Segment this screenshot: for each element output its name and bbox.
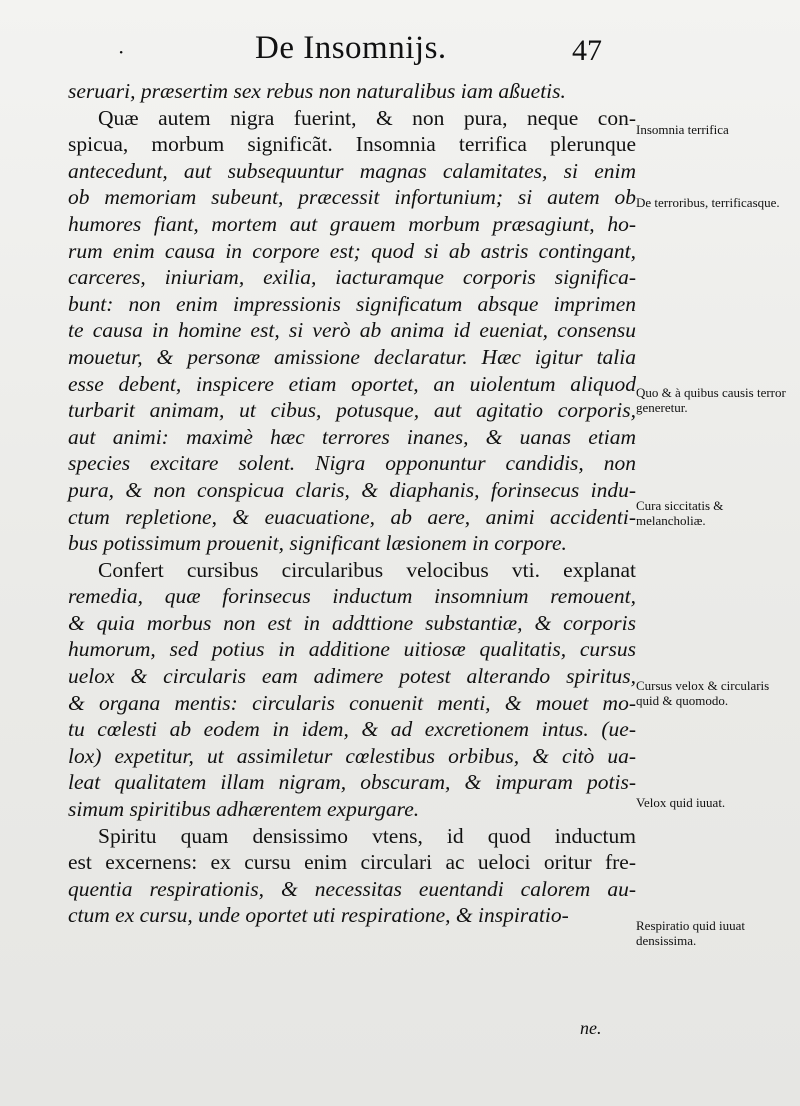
margin-note: Velox quid iuuat. [636,795,726,810]
text-line: leat qualitatem illam nigram, obscuram, & impuram potis- [68,770,636,795]
text-line: est excernens: ex cursu enim circulari ac ueloci oritur fre- [68,850,636,875]
text-line: seruari, præsertim sex rebus non naturalibus iam aßuetis. [68,79,566,103]
text-line: Confert cursibus circularibus velocibus vti. explanat [98,557,636,582]
text-line: quentia respirationis, & necessitas euentandi calorem au- [68,876,636,901]
page-number: 47 [572,34,602,67]
text-line: turbarit animam, ut cibus, potusque, aut agitatio corporis, [68,398,636,423]
text-line: & quia morbus non est in addttione substantiæ, & corporis [68,610,636,635]
text-line: bus potissimum prouenit, significant læsionem in corpore. [68,531,567,556]
text-line: tu cœlesti ab eodem in idem, & ad excretionem intus. (ue- [68,717,636,742]
text-line: bunt: non enim impressionis significatum absque imprimen [68,291,636,316]
text-line: & organa mentis: circularis conuenit menti, & mouet mo- [68,690,636,715]
margin-note: De terroribus, terrificasque. [636,195,780,210]
text-line: rum enim causa in corpore est; quod si ab astris contingant, [68,238,636,263]
text-line: antecedunt, aut subsequuntur magnas calamitates, si enim [68,158,636,183]
text-line: species excitare solent. Nigra opponuntur candidis, non [68,451,636,476]
text-line: Spiritu quam densissimo vtens, id quod inductum [98,823,636,848]
text-line: humores fiant, mortem aut grauem morbum præsagiunt, ho- [68,211,636,236]
catchword: ne. [580,1018,602,1038]
text-line: humorum, sed potius in additione uitiosæ qualitatis, cursus [68,637,636,662]
margin-note: Respiratio quid iuuat densissima. [636,918,746,948]
text-line: uelox & circularis eam adimere potest alterando spiritus, [68,664,636,689]
running-header [0,28,800,78]
text-line: lox) expetitur, ut assimiletur cœlestibus orbibus, & citò ua- [68,743,636,768]
text-line: Quæ autem nigra fuerint, & non pura, neque con- [98,105,636,130]
margin-note: Quo & à quibus causis terror generetur. [636,385,786,415]
text-line: te causa in homine est, si verò ab anima id eueniat, consensu [68,318,636,343]
header-ornament: · [118,40,125,64]
text-line: pura, & non conspicua claris, & diaphanis, forinsecus indu- [68,477,636,502]
text-line: simum spiritibus adhærentem expurgare. [68,797,420,822]
text-line: esse debent, inspicere etiam oportet, an uiolentum aliquod [68,371,636,396]
text-line: remedia, quæ forinsecus inductum insomnium remouent, [68,584,636,609]
text-line: spicua, morbum significãt. Insomnia terrifica plerunque [68,132,636,157]
margin-note: Insomnia terrifica [636,122,729,137]
text-line: ctum ex cursu, unde oportet uti respiratione, & inspiratio- [68,903,569,928]
margin-note: Cursus velox & circularis quid & quomodo. [636,678,770,708]
page-title: De Insomnijs. [255,30,447,66]
text-line: ctum repletione, & euacuatione, ab aere, animi accidenti- [68,504,636,529]
margin-note: Cura siccitatis & melancholiæ. [636,498,724,528]
text-line: aut animi: maximè hæc terrores inanes, & uanas etiam [68,424,636,449]
text-line: ob memoriam subeunt, præcessit infortunium; si autem ob [68,185,636,210]
text-line: carceres, iniuriam, exilia, iacturamque corporis significa- [68,265,636,290]
text-line: mouetur, & personæ amissione declaratur. Hæc igitur talia [68,344,636,369]
main-text-block [68,78,636,929]
